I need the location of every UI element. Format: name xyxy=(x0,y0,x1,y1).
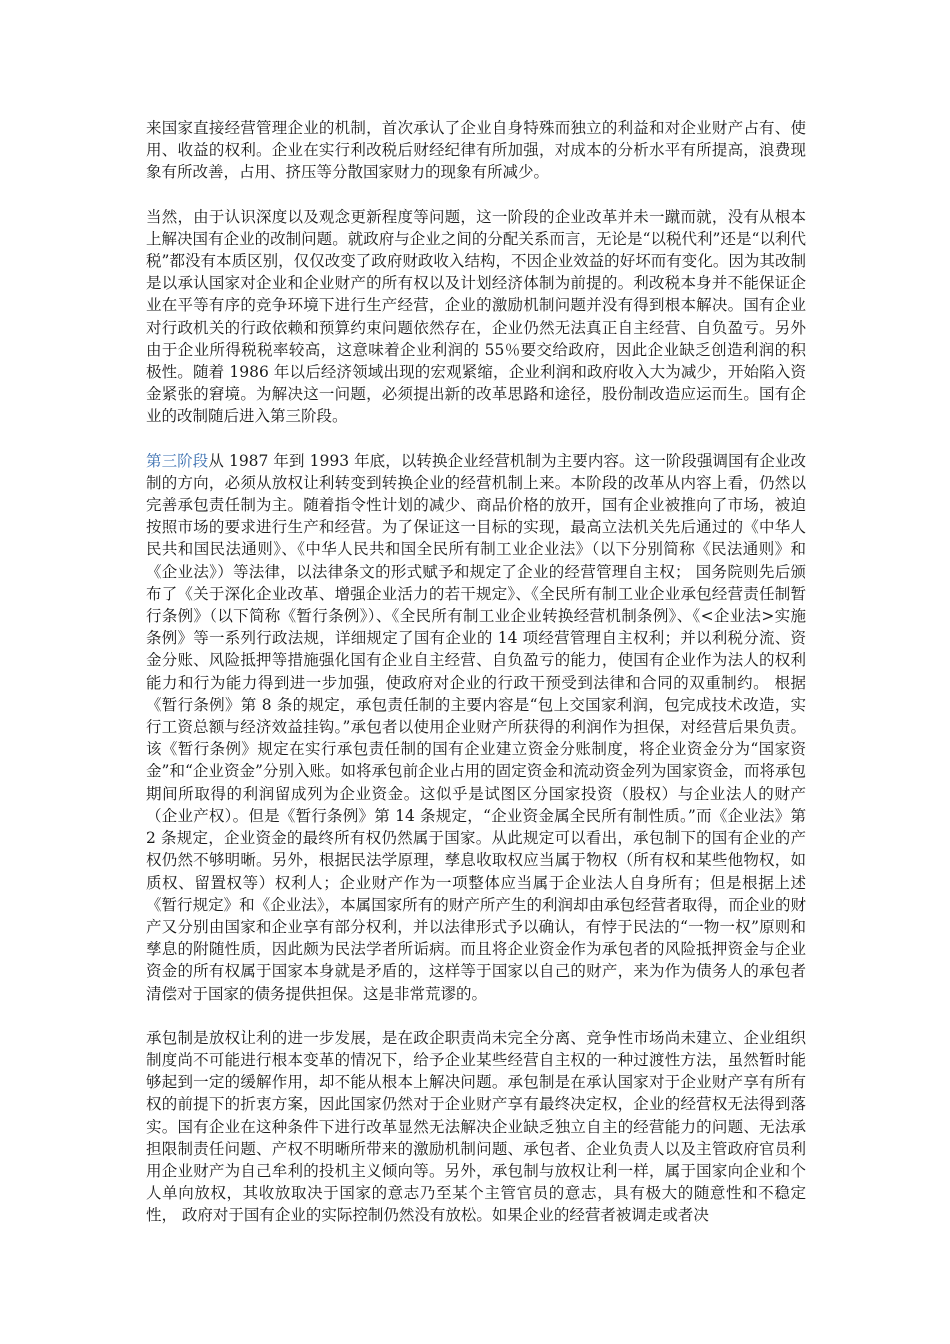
paragraph-4-text: 承包制是放权让利的进一步发展，是在政企职责尚未完全分离、竞争性市场尚未建立、企业组织制度尚不可能进行根本变革的情况下，给予企业某些经营自主权的一种过渡性方法，虽然暂时能够起到一定的缓解作用，却不能从根本上解决问题。承包制是在承认国家对于企业财产享有所有权的前提下的折衷方案，因此国家仍然对于企业财产享有最终决定权，企业的经营权无法得到落实。国有企业在这种条件下进行改革显然无法解决企业缺乏独立自主的经营能力的问题、无法承担限制责任问题、产权不明晰所带来的激励机制问题、承包者、企业负责人以及主管政府官员利用企业财产为自己牟利的投机主义倾向等。另外，承包制与放权让利一样，属于国家向企业和个人单向放权，其收放取决于国家的意志乃至某个主管官员的意志，具有极大的随意性和不稳定性， 政府对于国有企业的实际控制仍然没有放松。如果企业的经营者被调走或者决 xyxy=(146,1028,806,1225)
paragraph-4 xyxy=(146,1027,806,1227)
paragraph-1-text: 来国家直接经营管理企业的机制，首次承认了企业自身特殊而独立的利益和对企业财产占有、使用、收益的权利。企业在实行利改税后财经纪律有所加强，对成本的分析水平有所提高，浪费现象有所改善，占用、挤压等分散国家财力的现象有所减少。 xyxy=(146,119,806,182)
paragraph-2-text: 当然，由于认识深度以及观念更新程度等问题，这一阶段的企业改革并未一蹴而就，没有从根本上解决国有企业的改制问题。就政府与企业之间的分配关系而言，无论是“以税代利”还是“以利代税”都没有本质区别，仅仅改变了政府财政收入结构，不因企业效益的好坏而有变化。因为其改制是以承认国家对企业和企业财产的所有权以及计划经济体制为前提的。利改税本身并不能保证企业在平等有序的竞争环境下进行生产经营，企业的激励机制问题并没有得到根本解决。国有企业对行政机关的行政依赖和预算约束问题依然存在，企业仍然无法真正自主经营、自负盈亏。另外由于企业所得税税率较高，这意味着企业利润的 55％要交给政府，因此企业缺乏创造利润的积极性。随着 1986 年以后经济领域出现的宏观紧缩，企业利润和政府收入大为减少，开始陷入资金紧张的窘境。为解决这一问题，必须提出新的改革思路和途径，股份制改造应运而生。国有企业的改制随后进入第三阶段。 xyxy=(146,207,806,426)
paragraph-1 xyxy=(146,117,806,184)
third-stage-link[interactable]: 第三阶段 xyxy=(146,451,209,470)
paragraph-3 xyxy=(146,450,806,1005)
paragraph-3-text: 从 1987 年到 1993 年底，以转换企业经营机制为主要内容。这一阶段强调国有企业改制的方向，必须从放权让利转变到转换企业的经营机制上来。本阶段的改革从内容上看，仍然以完善承包责任制为主。随着指令性计划的减少、商品价格的放开，国有企业被推向了市场，被迫按照市场的要求进行生产和经营。为了保证这一目标的实现，最高立法机关先后通过的《中华人民共和国民法通则》、《中华人民共和国全民所有制工业企业法》（以下分别简称《民法通则》和《企业法》）等法律，以法律条文的形式赋予和规定了企业的经营管理自主权； 国务院则先后颁布了《关于深化企业改革、增强企业活力的若干规定》、《全民所有制工业企业承包经营责任制暂行条例》（以下简称《暂行条例》）、《全民所有制工业企业转换经营机制条例》、《<企业法>实施条例》等一系列行政法规，详细规定了国有企业的 14 项经营管理自主权利；并以利税分流、资金分账、风险抵押等措施强化国有企业自主经营、自负盈亏的能力，使国有企业作为法人的权利能力和行为能力得到进一步加强，使政府对企业的行政干预受到法律和合同的双重制约。 根据《暂行条例》第 8 条的规定，承包责任制的主要内容是“包上交国家利润，包完成技术改造，实行工资总额与经济效益挂钩。”承包者以使用企业财产所获得的利润作为担保，对经营后果负责。该《暂行条例》规定在实行承包责任制的国有企业建立资金分账制度，将企业资金分为“国家资金”和“企业资金”分别入账。如将承包前企业占用的固定资金和流动资金列为国家资金，而将承包期间所取得的利润留成列为企业资金。这似乎是试图区分国家投资（股权）与企业法人的财产（企业产权）。但是《暂行条例》第 14 条规定，“企业资金属全民所有制性质。”而《企业法》第 2 条规定，企业资金的最终所有权仍然属于国家。从此规定可以看出，承包制下的国有企业的产权仍然不够明晰。另外，根据民法学原理，孳息收取权应当属于物权（所有权和某些他物权，如质权、留置权等）权利人；企业财产作为一项整体应当属于企业法人自身所有；但是根据上述《暂行规定》和《企业法》，本属国家所有的财产所产生的利润却由承包经营者取得，而企业的财产又分别由国家和企业享有部分权利，并以法律形式予以确认，有悖于民法的“一物一权”原则和孳息的附随性质，因此颇为民法学者所诟病。而且将企业资金作为承包者的风险抵押资金与企业资金的所有权属于国家本身就是矛盾的，这样等于国家以自己的财产，来为作为债务人的承包者清偿对于国家的债务提供担保。这是非常荒谬的。 xyxy=(146,451,806,1003)
document-page xyxy=(146,117,806,1249)
paragraph-2 xyxy=(146,206,806,428)
